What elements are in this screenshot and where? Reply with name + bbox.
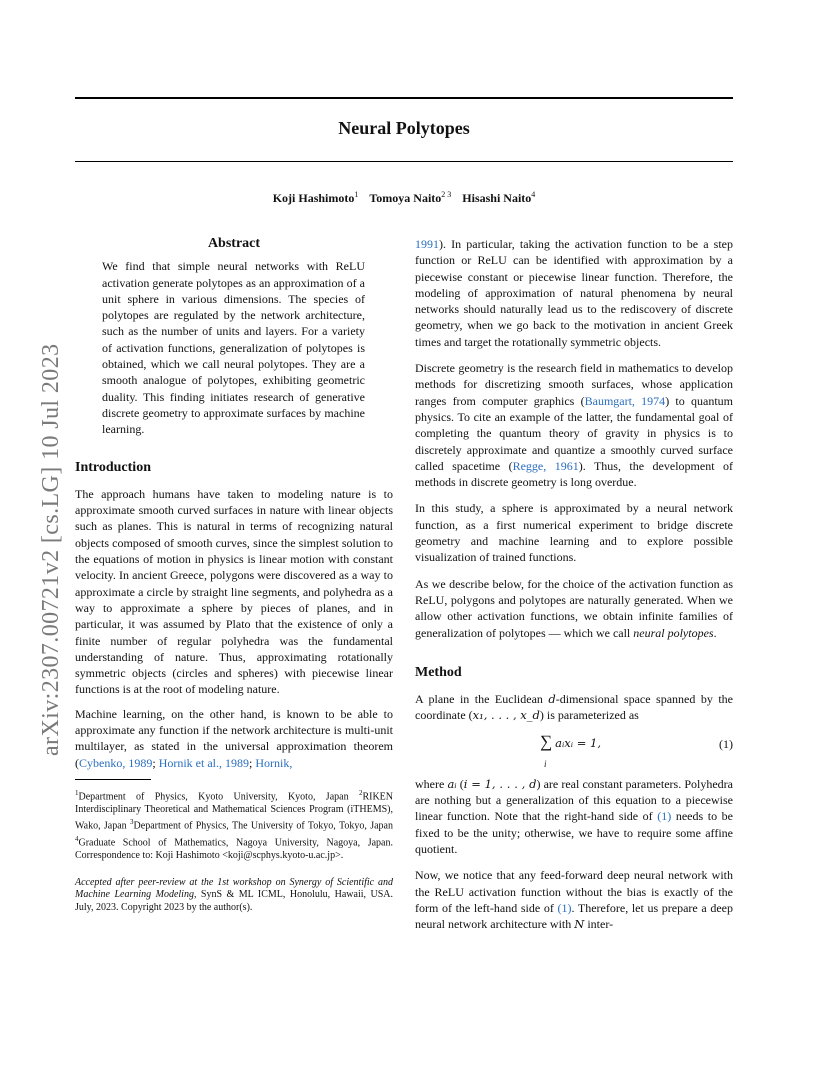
acceptance-note: Accepted after peer-review at the 1st workshop on Synergy of Scientific and Machine Learning Modeling, SynS & ML ICML, Honolulu, Hawaii, USA. July, 2023. Copyright 2023 by the author(s). — [75, 876, 393, 914]
author-list — [75, 190, 733, 206]
footnote-divider — [75, 779, 151, 780]
intro-paragraph-2: Machine learning, on the other hand, is known to be able to approximate any function if the network architecture is multi-unit multilayer, as stated in the universal approximation theorem (Cybenko, 1989; Hornik et al., 1989; Hornik, — [75, 706, 393, 770]
author: Hisashi Naito$^4$ — [462, 190, 536, 205]
arxiv-stamp — [18, 296, 64, 756]
title-rule-bottom — [75, 161, 733, 162]
intro-paragraph-1: The approach humans have taken to modeling nature is to approximate smooth curved surfaces in nature with linear objects such as planes. This is natural in terms of recognizing natural objects composed of smooth curves, since the simplest solution to the equations of motion in physics is linear motion with constant velocity. In ancient Greece, polygons were discovered as a way to approximate a circle by straight line segments, and polyhedra as a way to approximate a sphere by pieces of planes, and in particular, it was assumed by Plato that the existence of only a finite number of regular polyhedra was the fundamental understanding of nature. Thus, approximating rotationally symmetric objects (circles and spheres) with piecewise linear functions is at the root of modeling nature. — [75, 486, 393, 697]
citation-link[interactable]: Baumgart, 1974 — [584, 393, 666, 408]
summation-index: i — [544, 758, 547, 769]
intro-paragraph-3: 1991). In particular, taking the activation function to be a step function or ReLU can be identified with approximation by a piecewise constant or piecewise linear function. Therefore, the modeling of approximation of natural phenomena by neural networks should naturally lead us to the rediscovery of discrete geometry, when we go back to the motivation in ancient Greek times and target the rotationally symmetric objects. — [415, 237, 733, 349]
intro-paragraph-4: Discrete geometry is the research field in mathematics to develop methods for discretizing smooth surfaces, whose application ranges from computer graphics (Baumgart, 1974) to quantum physics. To cite an example of the latter, the fundamental goal of completing the quantum theory of gravity in physics is to discretely approximate and quantize a smoothly curved surface called spacetime (Regge, 1961). Thus, the development of methods in discrete geometry is long overdue. — [415, 361, 734, 490]
citation-link[interactable]: Hornik, — [255, 755, 293, 770]
equation-body: ∑ i aᵢxᵢ = 1, — [540, 734, 601, 751]
title-rule-top — [75, 97, 733, 99]
abstract-heading: Abstract — [207, 236, 261, 251]
citation-link[interactable]: Cybenko, 1989 — [79, 755, 153, 770]
method-paragraph-1: A plane in the Euclidean d-dimensional space spanned by the coordinate (x₁, . . . , x_d) is parameterized as — [415, 692, 733, 723]
left-column — [75, 236, 393, 915]
author: Koji Hashimoto$^1$ — [272, 190, 359, 205]
intro-paragraph-5: In this study, a sphere is approximated by a neural network function, as a first numerical experiment to bridge discrete geometry and machine learning and to explore possible visualization of trained functions. — [415, 501, 733, 565]
equation-1 — [415, 731, 733, 769]
citation-link[interactable]: Hornik et al., 1989 — [158, 755, 250, 770]
method-paragraph-3: Now, we notice that any feed-forward deep neural network with the ReLU activation function without the bias is exactly of the form of the left-hand side of (1). Therefore, let us prepare a deep neural network architecture with N inter- — [415, 868, 733, 932]
equation-reference-link[interactable]: (1) — [657, 809, 672, 824]
method-paragraph-2: where aᵢ (i = 1, . . . , d) are real constant parameters. Polyhedra are nothing but a generalization of this equation to a piecewise linear function. Note that the right-hand side of (1) needs to be fixed to be the unity; otherwise, we have to require some affine quotient. — [415, 776, 733, 856]
equation-reference-link[interactable]: (1) — [557, 900, 572, 915]
right-column — [415, 236, 733, 940]
introduction-heading: Introduction — [75, 459, 151, 475]
arxiv-identifier: arXiv:2307.00721v2 [cs.LG] 10 Jul 2023 — [38, 343, 64, 756]
equation-number: (1) — [719, 736, 733, 751]
paper-title: Neural Polytopes — [338, 118, 470, 138]
abstract-text: We find that simple neural networks with ReLU activation generate polytopes as an approximation of a unit sphere in various dimensions. The species of polytopes are regulated by the network architecture, such as the number of units and layers. For a variety of activation functions, generalization of polytopes is obtained, which we call neural polytopes. They are a smooth analogue of polytopes, exhibiting geometric duality. This finding initiates research of generative discrete geometry to approximate surfaces by machine learning. — [102, 259, 365, 437]
intro-paragraph-6: As we describe below, for the choice of the activation function as ReLU, polygons and polytopes are naturally generated. When we allow other activation functions, we obtain infinite families of generalization of polytopes — which we call neural polytopes. — [415, 576, 733, 640]
citation-link[interactable]: 1991 — [415, 237, 439, 251]
summation-symbol: ∑ — [540, 731, 553, 751]
citation-link[interactable]: Regge, 1961 — [512, 458, 579, 473]
method-heading: Method — [415, 664, 462, 680]
author: Tomoya Naito$^{2 3}$ — [369, 190, 452, 205]
affiliations-footnote: $^1$Department of Physics, Kyoto University, Kyoto, Japan $^2$RIKEN Interdisciplinary Theoretical and Mathematical Sciences Program (iTHEMS), Wako, Japan $^3$Department of Physics, The University of Tokyo, Tokyo, Japan $^4$Graduate School of Mathematics, Nagoya University, Nagoya, Japan. Correspondence to: Koji Hashimoto <koji@scphys.kyoto-u.ac.jp>. — [75, 788, 393, 862]
